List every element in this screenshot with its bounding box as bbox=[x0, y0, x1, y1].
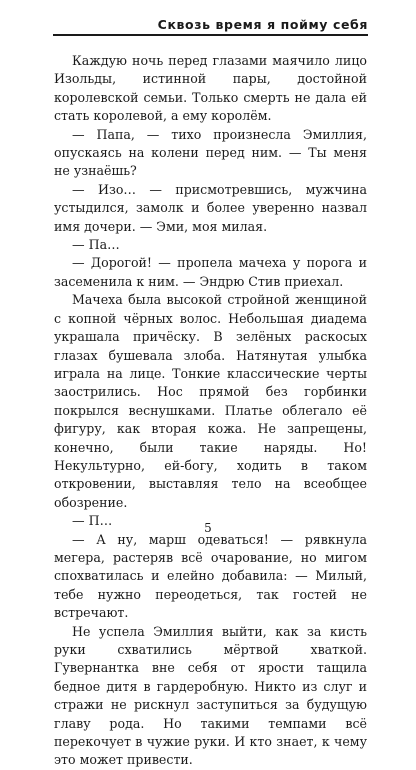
paragraph: Не успела Эмиллия выйти, как за кисть руки схватились мёртвой хваткой. Гувернантка вне себя от ярости тащила бедное дитя в гардеробную. Никто из слуг и стражи не рискнул заступиться за будущую главу рода. Но такими темпами всё перекочует в чужие руки. И кто знает, к чему это может привести. bbox=[54, 623, 367, 768]
paragraph: — А ну, марш одеваться! — рявкнула мегера, растеряв всё очарование, но мигом спохватилась и елейно добавила: — Милый, тебе нужно переодеться, так гостей не встречают. bbox=[54, 531, 367, 621]
running-head-title: Сквозь время я пойму себя bbox=[157, 17, 368, 32]
running-head bbox=[53, 14, 368, 36]
paragraph: — Папа, — тихо произнесла Эмиллия, опускаясь на колени перед ним. — Ты меня не узнаёшь? bbox=[54, 126, 367, 179]
page-number: 5 bbox=[204, 521, 212, 535]
body-text bbox=[54, 52, 367, 770]
paragraph: Мачеха была высокой стройной женщиной с копной чёрных волос. Небольшая диадема украшала причёску. В зелёных раскосых глазах бушевала злоба. Натянутая улыбка играла на лице. Тонкие классические черты заострились. Нос прямой без горбинки покрылся веснушками. Платье облегало её фигуру, как вторая кожа. Не запрещены, конечно, были такие наряды. Но! Некультурно, ей-богу, ходить в таком откровении, выставляя тело на всеобщее обозрение. bbox=[54, 292, 367, 510]
paragraph: — П… bbox=[72, 513, 113, 529]
paragraph: Каждую ночь перед глазами маячило лицо Изольды, истинной пары, достойной королевской семьи. Только смерть не дала ей стать королевой, а ему королём. bbox=[54, 53, 367, 124]
paragraph: — Дорогой! — пропела мачеха у порога и засеменила к ним. — Эндрю Стив приехал. bbox=[54, 255, 367, 289]
paragraph: — Па… bbox=[72, 237, 120, 253]
paragraph: — Изо… — присмотревшись, мужчина устыдился, замолк и более уверенно назвал имя дочери. — Эми, моя милая. bbox=[54, 181, 367, 234]
